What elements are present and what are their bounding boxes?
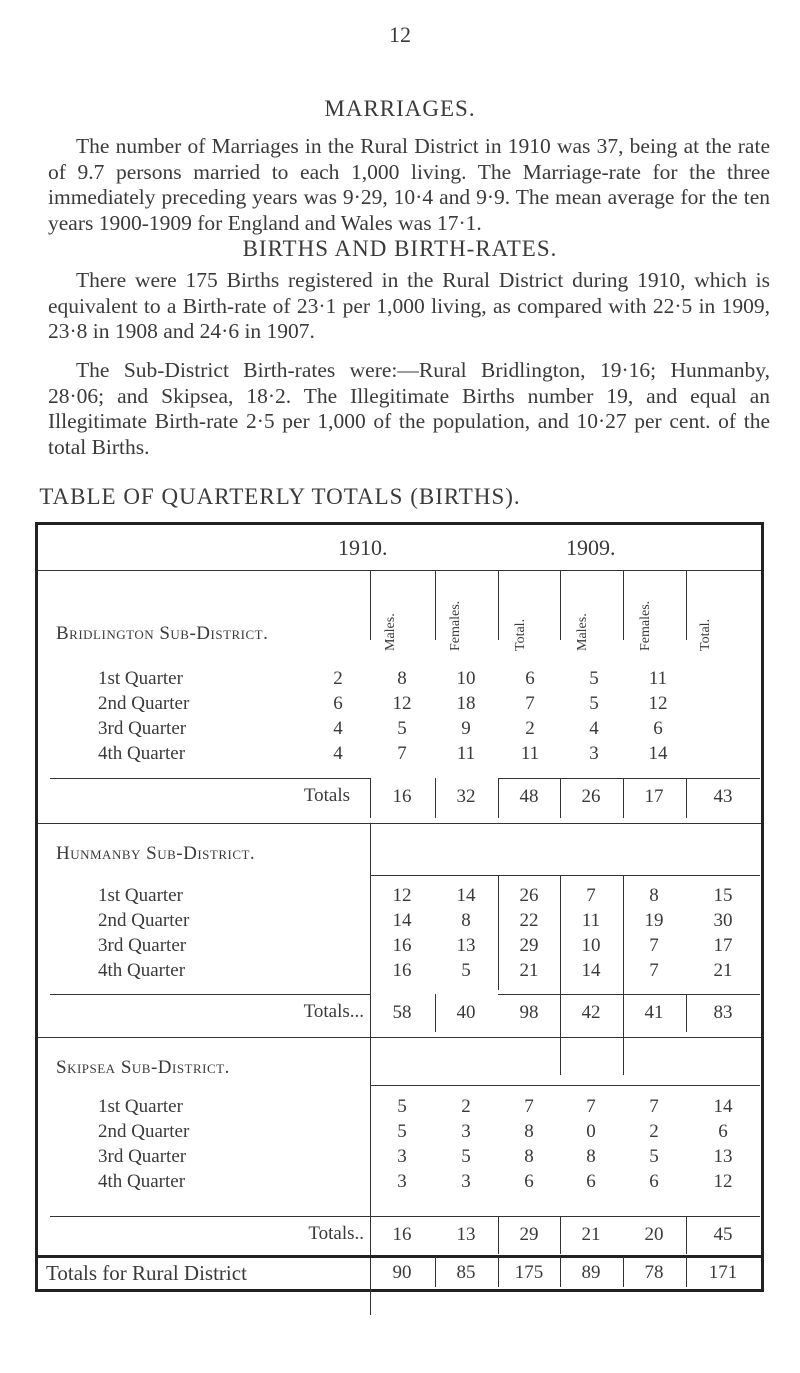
- total-cell: 13: [456, 1224, 476, 1245]
- cell: 21: [713, 960, 733, 981]
- col-females-1910: Females.: [448, 600, 463, 651]
- cell: 3: [589, 743, 599, 764]
- total-cell: 40: [456, 1002, 476, 1023]
- final-total-cell: 78: [644, 1262, 664, 1283]
- total-cell: 43: [713, 786, 733, 807]
- final-total-cell: 90: [392, 1262, 412, 1283]
- total-cell: 41: [644, 1002, 664, 1023]
- cell: 11: [456, 743, 476, 764]
- totals-label: Totals..: [308, 1223, 364, 1244]
- section-rule: [38, 1037, 761, 1038]
- header-rule: [38, 570, 761, 571]
- final-total-cell: 85: [456, 1262, 476, 1283]
- cell: 8: [586, 1146, 596, 1167]
- row-label: 2nd Quarter: [98, 693, 190, 714]
- v-rule: [370, 1037, 371, 1315]
- cell: 4: [333, 718, 343, 739]
- v-rule: [686, 570, 687, 640]
- total-cell: 16: [392, 786, 412, 807]
- cell: 12: [392, 885, 412, 906]
- row-label: 1st Quarter: [98, 668, 183, 689]
- cell: 21: [519, 960, 539, 981]
- cell: 8: [649, 885, 659, 906]
- total-cell: 29: [519, 1224, 539, 1245]
- cell: 6: [649, 1171, 659, 1192]
- cell: 12: [392, 693, 412, 714]
- section-rule: [38, 1255, 761, 1258]
- cell: 17: [713, 935, 733, 956]
- totals-label: Totals: [303, 785, 350, 806]
- rule: [498, 778, 760, 779]
- col-total-1909: Total.: [698, 618, 713, 651]
- cell: 15: [713, 885, 733, 906]
- page-number: 12: [389, 22, 411, 47]
- cell: 5: [461, 1146, 471, 1167]
- v-rule: [686, 1257, 687, 1287]
- cell: 14: [456, 885, 476, 906]
- rule: [498, 994, 760, 995]
- total-cell: 16: [392, 1224, 412, 1245]
- cell: 7: [525, 693, 535, 714]
- cell: 18: [456, 693, 476, 714]
- col-males-1910: Males.: [383, 613, 398, 651]
- births-paragraph-2: The Sub-District Birth-rates were:—Rural Bridlington, 19·16; Hunmanby, 28·06; and Skipsea, 18·2. The Illegitimate Births number 19, and equal an Illegitimate Birth-rate 2·5 per 1,000 of the population, and 10·27 per cent. of the total Births.: [48, 358, 770, 459]
- cell: 11: [520, 743, 540, 764]
- marriages-paragraph: The number of Marriages in the Rural District in 1910 was 37, being at the rate of 9.7 persons married to each 1,000 living. The Marriage-rate for the three immediately preceding years was 9·29, 10·4 and 9·9. The mean average for the ten years 1900-1909 for England and Wales was 17·1.: [48, 134, 770, 235]
- row-label: 1st Quarter: [98, 1096, 183, 1117]
- quarterly-births-table: [35, 522, 764, 1292]
- section-title-bridlington: Bridlington Sub-District.: [56, 623, 269, 644]
- cell: 3: [397, 1146, 407, 1167]
- cell: 3: [461, 1171, 471, 1192]
- v-rule: [370, 778, 371, 818]
- cell: 3: [461, 1121, 471, 1142]
- total-cell: 45: [713, 1224, 733, 1245]
- cell: 0: [586, 1121, 596, 1142]
- cell: 5: [589, 668, 599, 689]
- final-total-cell: 175: [514, 1262, 544, 1283]
- cell: 14: [392, 910, 412, 931]
- cell: 2: [649, 1121, 659, 1142]
- cell: 16: [392, 935, 412, 956]
- v-rule: [623, 570, 624, 640]
- row-label: 1st Quarter: [98, 885, 183, 906]
- total-cell: 21: [581, 1224, 601, 1245]
- v-rule: [435, 570, 436, 640]
- year-1910: 1910.: [338, 535, 388, 560]
- v-rule: [370, 570, 371, 640]
- table-title: TABLE OF QUARTERLY TOTALS (BIRTHS).: [39, 484, 521, 509]
- section-title-hunmanby: Hunmanby Sub-District.: [56, 843, 256, 864]
- totals-label: Totals...: [303, 1001, 364, 1022]
- v-rule: [560, 875, 561, 1075]
- cell: 13: [713, 1146, 733, 1167]
- cell: 29: [519, 935, 539, 956]
- cell: 7: [649, 960, 659, 981]
- cell: 2: [333, 668, 343, 689]
- section-rule: [38, 823, 761, 824]
- final-total-cell: 89: [581, 1262, 601, 1283]
- col-females-1909: Females.: [638, 600, 653, 651]
- cell: 14: [581, 960, 601, 981]
- cell: 8: [397, 668, 407, 689]
- cell: 10: [581, 935, 601, 956]
- cell: 5: [649, 1146, 659, 1167]
- cell: 14: [713, 1096, 733, 1117]
- total-cell: 83: [713, 1002, 733, 1023]
- row-label: 3rd Quarter: [98, 718, 187, 739]
- cell: 22: [519, 910, 539, 931]
- cell: 7: [649, 935, 659, 956]
- cell: 6: [524, 1171, 534, 1192]
- cell: 7: [586, 1096, 596, 1117]
- cell: 30: [713, 910, 733, 931]
- v-rule: [686, 778, 687, 818]
- cell: 3: [397, 1171, 407, 1192]
- births-paragraph-1: There were 175 Births registered in the Rural District during 1910, which is equivalent to a Birth-rate of 23·1 per 1,000 living, as compared with 22·5 in 1909, 23·8 in 1908 and 24·6 in 1907.: [48, 268, 770, 343]
- col-total-1910: Total.: [513, 618, 528, 651]
- cell: 6: [718, 1121, 728, 1142]
- cell: 5: [397, 718, 407, 739]
- rule: [370, 1085, 760, 1086]
- cell: 11: [648, 668, 668, 689]
- row-label: 4th Quarter: [98, 743, 186, 764]
- row-label: 2nd Quarter: [98, 910, 190, 931]
- total-cell: 26: [581, 786, 601, 807]
- row-label: 3rd Quarter: [98, 1146, 187, 1167]
- total-cell: 42: [581, 1002, 601, 1023]
- cell: 12: [648, 693, 668, 714]
- cell: 11: [581, 910, 601, 931]
- cell: 6: [586, 1171, 596, 1192]
- cell: 5: [461, 960, 471, 981]
- v-rule: [686, 994, 687, 1032]
- total-cell: 98: [519, 1002, 539, 1023]
- v-rule: [498, 875, 499, 990]
- v-rule: [560, 570, 561, 640]
- cell: 7: [397, 743, 407, 764]
- final-totals-label: Totals for Rural District: [46, 1261, 247, 1285]
- cell: 4: [333, 743, 343, 764]
- v-rule: [498, 570, 499, 640]
- section-title-skipsea: Skipsea Sub-District.: [56, 1057, 230, 1078]
- total-cell: 17: [644, 786, 664, 807]
- year-1909: 1909.: [566, 535, 616, 560]
- total-cell: 58: [392, 1002, 412, 1023]
- cell: 6: [653, 718, 663, 739]
- cell: 5: [589, 693, 599, 714]
- cell: 13: [456, 935, 476, 956]
- cell: 2: [525, 718, 535, 739]
- cell: 4: [589, 718, 599, 739]
- cell: 7: [586, 885, 596, 906]
- cell: 19: [644, 910, 664, 931]
- cell: 12: [713, 1171, 733, 1192]
- rule: [50, 778, 370, 779]
- cell: 6: [525, 668, 535, 689]
- rule: [50, 1216, 760, 1217]
- cell: 26: [519, 885, 539, 906]
- cell: 5: [397, 1121, 407, 1142]
- cell: 8: [524, 1146, 534, 1167]
- total-cell: 20: [644, 1224, 664, 1245]
- cell: 10: [456, 668, 476, 689]
- cell: 14: [648, 743, 668, 764]
- cell: 6: [333, 693, 343, 714]
- total-cell: 48: [519, 786, 539, 807]
- cell: 2: [461, 1096, 471, 1117]
- cell: 9: [461, 718, 471, 739]
- cell: 5: [397, 1096, 407, 1117]
- cell: 8: [524, 1121, 534, 1142]
- row-label: 3rd Quarter: [98, 935, 187, 956]
- cell: 8: [461, 910, 471, 931]
- v-rule: [686, 1216, 687, 1254]
- total-cell: 32: [456, 786, 476, 807]
- marriages-heading: MARRIAGES.: [324, 96, 476, 121]
- rule: [50, 994, 370, 995]
- births-heading: BIRTHS AND BIRTH-RATES.: [242, 236, 558, 261]
- col-males-1909: Males.: [575, 613, 590, 651]
- row-label: 4th Quarter: [98, 1171, 186, 1192]
- row-label: 2nd Quarter: [98, 1121, 190, 1142]
- rule: [370, 875, 760, 876]
- cell: 16: [392, 960, 412, 981]
- row-label: 4th Quarter: [98, 960, 186, 981]
- cell: 7: [524, 1096, 534, 1117]
- cell: 7: [649, 1096, 659, 1117]
- v-rule: [623, 875, 624, 1075]
- final-total-cell: 171: [708, 1262, 738, 1283]
